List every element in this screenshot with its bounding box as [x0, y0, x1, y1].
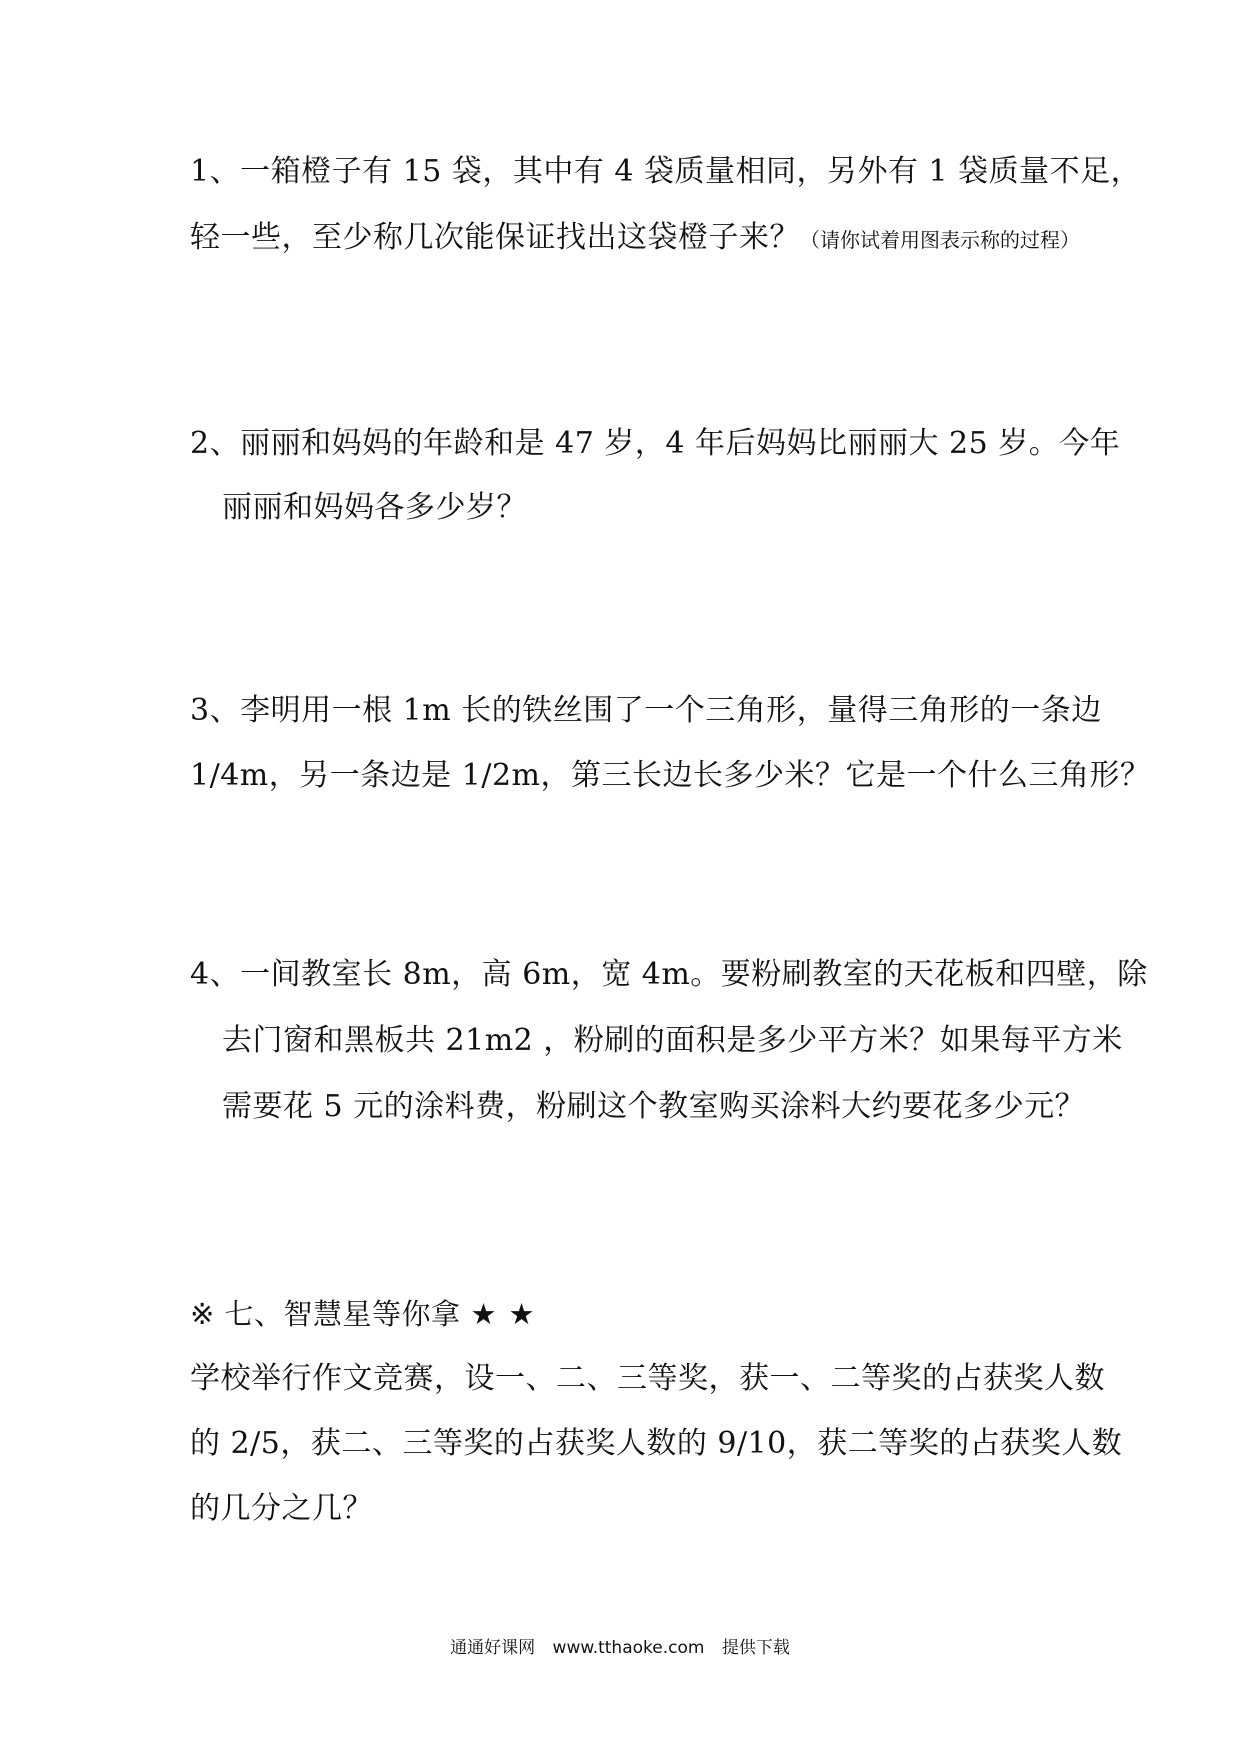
question-1-line-1: 1、一箱橙子有 15 袋，其中有 4 袋质量相同，另外有 1 袋质量不足，	[190, 154, 1142, 189]
section-line-3: 的几分之几？	[190, 1491, 373, 1526]
question-4-line-1: 4、一间教室长 8m，高 6m，宽 4m。要粉刷教室的天花板和四壁，除	[190, 957, 1148, 992]
question-4-line-3: 需要花 5 元的涂料费，粉刷这个教室购买涂料大约要花多少元？	[222, 1089, 1086, 1124]
footer-url: www.tthaoke.com	[552, 1638, 705, 1658]
question-1-hint: （请你试着用图表示称的过程）	[800, 228, 1080, 252]
section-line-2: 的 2/5，获二、三等奖的占获奖人数的 9/10，获二等奖的占获奖人数	[190, 1426, 1123, 1461]
question-2-line-1: 2、丽丽和妈妈的年龄和是 47 岁，4 年后妈妈比丽丽大 25 岁。今年	[190, 426, 1121, 461]
question-4-line-2: 去门窗和黑板共 21m2 ，粉刷的面积是多少平方米？如果每平方米	[222, 1023, 1123, 1058]
question-1-text: 轻一些，至少称几次能保证找出这袋橙子来？	[190, 220, 800, 255]
question-1-line-2	[190, 218, 1080, 260]
question-2-line-2: 丽丽和妈妈各多少岁？	[222, 490, 527, 525]
question-3-line-1: 3、李明用一根 1m 长的铁丝围了一个三角形，量得三角形的一条边	[190, 693, 1102, 728]
section-line-1: 学校举行作文竞赛，设一、二、三等奖，获一、二等奖的占获奖人数	[190, 1361, 1105, 1396]
question-3-line-2: 1/4m，另一条边是 1/2m，第三长边长多少米？它是一个什么三角形？	[190, 758, 1151, 793]
section-heading	[190, 1294, 547, 1334]
page-footer	[0, 1636, 1240, 1660]
star-icon: ★★	[470, 1297, 547, 1331]
footer-site-name: 通通好课网	[450, 1638, 536, 1658]
section-heading-text: ※ 七、智慧星等你拿	[190, 1297, 461, 1331]
footer-note: 提供下载	[721, 1638, 790, 1658]
